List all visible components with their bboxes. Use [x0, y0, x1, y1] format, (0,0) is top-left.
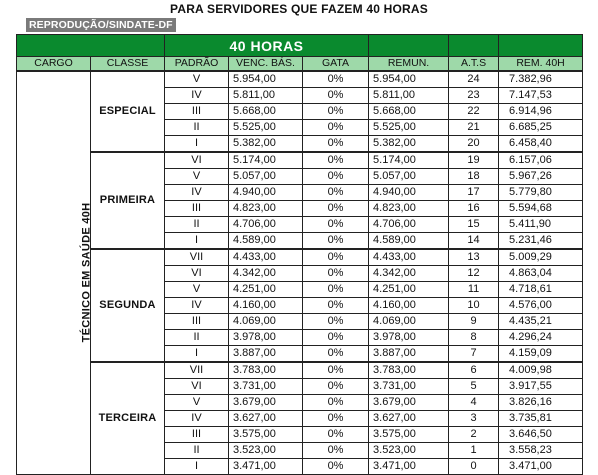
rem-40h-cell: 5.411,90: [499, 216, 583, 232]
classe-cell: PRIMEIRA: [91, 152, 165, 249]
ats-cell: 24: [449, 71, 499, 88]
ats-cell: 18: [449, 168, 499, 184]
venc-bas-cell: 3.679,00: [229, 394, 303, 410]
padrao-cell: V: [165, 168, 229, 184]
classe-cell: ESPECIAL: [91, 71, 165, 152]
band-title: 40 HORAS: [165, 35, 369, 57]
remun-cell: 4.160,00: [369, 297, 449, 313]
column-header: PADRÃO: [165, 57, 229, 71]
remun-cell: 4.433,00: [369, 249, 449, 266]
padrao-cell: V: [165, 394, 229, 410]
column-header: REMUN.: [369, 57, 449, 71]
remun-cell: 4.589,00: [369, 232, 449, 249]
venc-bas-cell: 3.887,00: [229, 345, 303, 362]
padrao-cell: II: [165, 216, 229, 232]
ats-cell: 8: [449, 329, 499, 345]
ats-cell: 3: [449, 410, 499, 426]
gata-cell: 0%: [303, 168, 369, 184]
band-cell: [449, 35, 499, 57]
band-row: [17, 35, 583, 57]
gata-cell: 0%: [303, 297, 369, 313]
remun-cell: 5.811,00: [369, 87, 449, 103]
rem-40h-cell: 3.826,16: [499, 394, 583, 410]
venc-bas-cell: 4.433,00: [229, 249, 303, 266]
remun-cell: 5.525,00: [369, 119, 449, 135]
ats-cell: 10: [449, 297, 499, 313]
gata-cell: 0%: [303, 87, 369, 103]
cargo-label: TÉCNICO EM SAÚDE 40H: [80, 202, 93, 343]
table-row: [17, 152, 583, 169]
gata-cell: 0%: [303, 71, 369, 88]
padrao-cell: V: [165, 281, 229, 297]
padrao-cell: VI: [165, 378, 229, 394]
ats-cell: 7: [449, 345, 499, 362]
gata-cell: 0%: [303, 265, 369, 281]
table-row: [17, 71, 583, 88]
rem-40h-cell: 5.967,26: [499, 168, 583, 184]
gata-cell: 0%: [303, 103, 369, 119]
venc-bas-cell: 4.589,00: [229, 232, 303, 249]
remun-cell: 5.382,00: [369, 135, 449, 152]
classe-cell: SEGUNDA: [91, 249, 165, 362]
rem-40h-cell: 3.471,00: [499, 458, 583, 474]
remun-cell: 4.342,00: [369, 265, 449, 281]
rem-40h-cell: 4.576,00: [499, 297, 583, 313]
ats-cell: 1: [449, 442, 499, 458]
remun-cell: 3.731,00: [369, 378, 449, 394]
padrao-cell: IV: [165, 297, 229, 313]
ats-cell: 13: [449, 249, 499, 266]
padrao-cell: II: [165, 442, 229, 458]
rem-40h-cell: 6.914,96: [499, 103, 583, 119]
venc-bas-cell: 5.811,00: [229, 87, 303, 103]
venc-bas-cell: 5.382,00: [229, 135, 303, 152]
table-body: [17, 71, 583, 475]
rem-40h-cell: 3.646,50: [499, 426, 583, 442]
venc-bas-cell: 3.523,00: [229, 442, 303, 458]
gata-cell: 0%: [303, 119, 369, 135]
gata-cell: 0%: [303, 410, 369, 426]
document-title-text: PARA SERVIDORES QUE FAZEM 40 HORAS: [170, 2, 428, 16]
padrao-cell: IV: [165, 87, 229, 103]
rem-40h-cell: 6.458,40: [499, 135, 583, 152]
gata-cell: 0%: [303, 378, 369, 394]
rem-40h-cell: 5.594,68: [499, 200, 583, 216]
column-header: VENC. BÁS.: [229, 57, 303, 71]
padrao-cell: VII: [165, 362, 229, 379]
padrao-cell: VII: [165, 249, 229, 266]
ats-cell: 23: [449, 87, 499, 103]
column-header: REM. 40H: [499, 57, 583, 71]
venc-bas-cell: 3.471,00: [229, 458, 303, 474]
rem-40h-cell: 4.009,98: [499, 362, 583, 379]
ats-cell: 12: [449, 265, 499, 281]
ats-cell: 17: [449, 184, 499, 200]
ats-cell: 14: [449, 232, 499, 249]
remun-cell: 3.978,00: [369, 329, 449, 345]
remun-cell: 4.251,00: [369, 281, 449, 297]
venc-bas-cell: 4.706,00: [229, 216, 303, 232]
gata-cell: 0%: [303, 249, 369, 266]
ats-cell: 0: [449, 458, 499, 474]
gata-cell: 0%: [303, 329, 369, 345]
remun-cell: 3.575,00: [369, 426, 449, 442]
gata-cell: 0%: [303, 362, 369, 379]
gata-cell: 0%: [303, 152, 369, 169]
venc-bas-cell: 4.342,00: [229, 265, 303, 281]
venc-bas-cell: 3.783,00: [229, 362, 303, 379]
venc-bas-cell: 5.174,00: [229, 152, 303, 169]
padrao-cell: II: [165, 329, 229, 345]
venc-bas-cell: 4.940,00: [229, 184, 303, 200]
column-header: CLASSE: [91, 57, 165, 71]
remun-cell: 5.174,00: [369, 152, 449, 169]
remun-cell: 4.706,00: [369, 216, 449, 232]
padrao-cell: VI: [165, 152, 229, 169]
rem-40h-cell: 5.231,46: [499, 232, 583, 249]
document-title: [0, 0, 598, 18]
padrao-cell: III: [165, 103, 229, 119]
venc-bas-cell: 5.057,00: [229, 168, 303, 184]
rem-40h-cell: 3.917,55: [499, 378, 583, 394]
rem-40h-cell: 5.779,80: [499, 184, 583, 200]
ats-cell: 11: [449, 281, 499, 297]
cargo-cell: [17, 71, 91, 475]
remun-cell: 3.471,00: [369, 458, 449, 474]
rem-40h-cell: 4.159,09: [499, 345, 583, 362]
gata-cell: 0%: [303, 232, 369, 249]
gata-cell: 0%: [303, 184, 369, 200]
column-header: A.T.S: [449, 57, 499, 71]
header-row: [17, 57, 583, 71]
ats-cell: 22: [449, 103, 499, 119]
padrao-cell: VI: [165, 265, 229, 281]
gata-cell: 0%: [303, 345, 369, 362]
remun-cell: 4.940,00: [369, 184, 449, 200]
venc-bas-cell: 3.978,00: [229, 329, 303, 345]
rem-40h-cell: 5.009,29: [499, 249, 583, 266]
padrao-cell: IV: [165, 184, 229, 200]
venc-bas-cell: 5.525,00: [229, 119, 303, 135]
gata-cell: 0%: [303, 426, 369, 442]
table-row: [17, 362, 583, 379]
rem-40h-cell: 6.685,25: [499, 119, 583, 135]
ats-cell: 19: [449, 152, 499, 169]
padrao-cell: III: [165, 200, 229, 216]
remun-cell: 5.057,00: [369, 168, 449, 184]
ats-cell: 4: [449, 394, 499, 410]
gata-cell: 0%: [303, 200, 369, 216]
padrao-cell: I: [165, 458, 229, 474]
remun-cell: 4.823,00: [369, 200, 449, 216]
padrao-cell: II: [165, 119, 229, 135]
remun-cell: 3.627,00: [369, 410, 449, 426]
rem-40h-cell: 3.558,23: [499, 442, 583, 458]
venc-bas-cell: 5.954,00: [229, 71, 303, 88]
column-header: CARGO: [17, 57, 91, 71]
classe-cell: TERCEIRA: [91, 362, 165, 475]
venc-bas-cell: 4.251,00: [229, 281, 303, 297]
gata-cell: 0%: [303, 216, 369, 232]
gata-cell: 0%: [303, 313, 369, 329]
band-cell: [369, 35, 449, 57]
watermark: REPRODUÇÃO/SINDATE-DF: [26, 18, 176, 32]
rem-40h-cell: 4.718,61: [499, 281, 583, 297]
gata-cell: 0%: [303, 458, 369, 474]
ats-cell: 15: [449, 216, 499, 232]
gata-cell: 0%: [303, 394, 369, 410]
ats-cell: 2: [449, 426, 499, 442]
padrao-cell: V: [165, 71, 229, 88]
ats-cell: 20: [449, 135, 499, 152]
rem-40h-cell: 7.147,53: [499, 87, 583, 103]
ats-cell: 6: [449, 362, 499, 379]
rem-40h-cell: 4.863,04: [499, 265, 583, 281]
ats-cell: 5: [449, 378, 499, 394]
rem-40h-cell: 4.296,24: [499, 329, 583, 345]
padrao-cell: I: [165, 135, 229, 152]
remun-cell: 3.523,00: [369, 442, 449, 458]
venc-bas-cell: 4.160,00: [229, 297, 303, 313]
rem-40h-cell: 3.735,81: [499, 410, 583, 426]
ats-cell: 9: [449, 313, 499, 329]
venc-bas-cell: 4.823,00: [229, 200, 303, 216]
venc-bas-cell: 3.575,00: [229, 426, 303, 442]
padrao-cell: I: [165, 345, 229, 362]
remun-cell: 3.783,00: [369, 362, 449, 379]
venc-bas-cell: 5.668,00: [229, 103, 303, 119]
table-row: [17, 249, 583, 266]
remun-cell: 4.069,00: [369, 313, 449, 329]
rem-40h-cell: 7.382,96: [499, 71, 583, 88]
padrao-cell: I: [165, 232, 229, 249]
gata-cell: 0%: [303, 281, 369, 297]
padrao-cell: III: [165, 426, 229, 442]
rem-40h-cell: 4.435,21: [499, 313, 583, 329]
venc-bas-cell: 4.069,00: [229, 313, 303, 329]
venc-bas-cell: 3.731,00: [229, 378, 303, 394]
remun-cell: 3.887,00: [369, 345, 449, 362]
remun-cell: 3.679,00: [369, 394, 449, 410]
salary-table: [16, 34, 583, 475]
ats-cell: 21: [449, 119, 499, 135]
remun-cell: 5.668,00: [369, 103, 449, 119]
padrao-cell: III: [165, 313, 229, 329]
rem-40h-cell: 6.157,06: [499, 152, 583, 169]
gata-cell: 0%: [303, 135, 369, 152]
gata-cell: 0%: [303, 442, 369, 458]
ats-cell: 16: [449, 200, 499, 216]
band-cell: [499, 35, 583, 57]
band-spacer: [17, 35, 165, 57]
venc-bas-cell: 3.627,00: [229, 410, 303, 426]
remun-cell: 5.954,00: [369, 71, 449, 88]
padrao-cell: IV: [165, 410, 229, 426]
column-header: GATA: [303, 57, 369, 71]
